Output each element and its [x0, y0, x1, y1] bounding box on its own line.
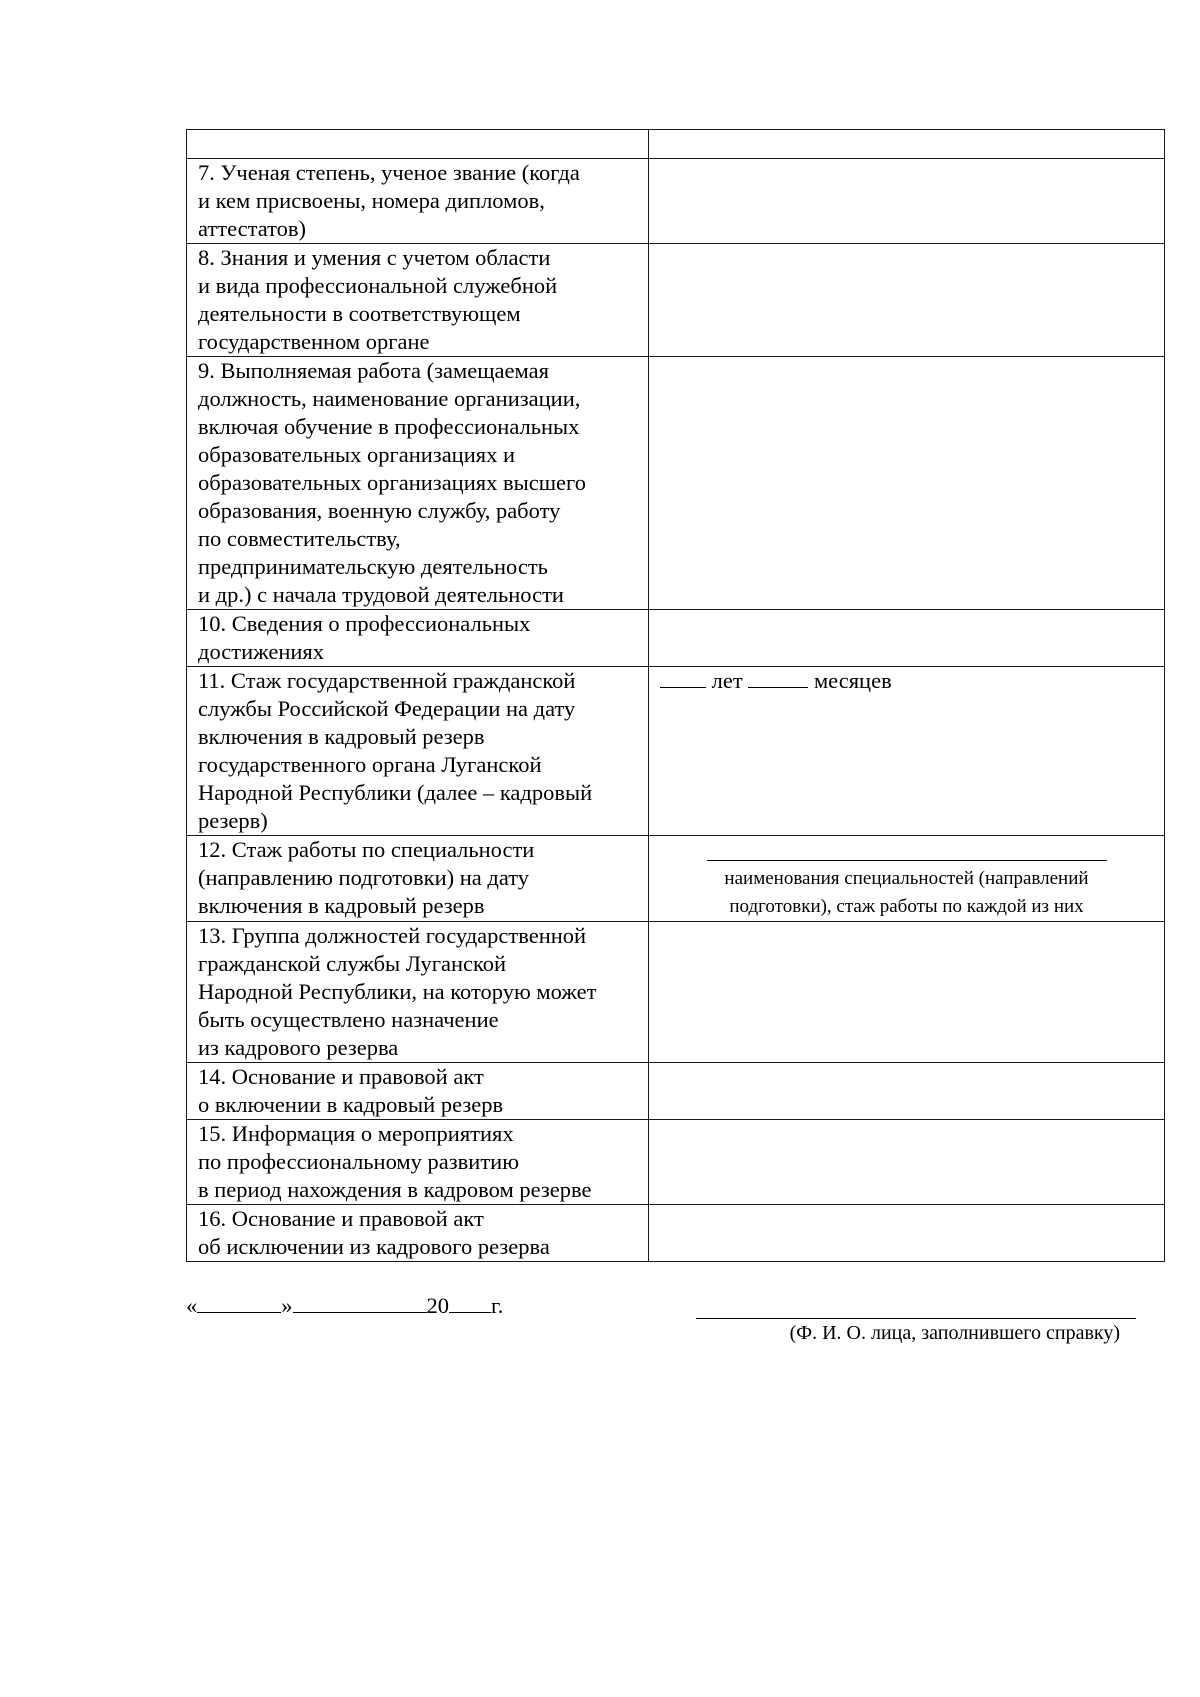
label-line: 8. Знания и умения с учетом области — [198, 245, 551, 270]
label-line: быть осуществлено назначение — [198, 1007, 499, 1032]
table-row-9 — [187, 357, 1165, 610]
label-line: службы Российской Федерации на дату — [198, 696, 576, 721]
row-7-value-field[interactable] — [649, 159, 1165, 244]
personnel-reserve-form-table — [186, 129, 1165, 1262]
row-13-value-field[interactable] — [649, 922, 1165, 1063]
table-row-13 — [187, 922, 1165, 1063]
table-row — [187, 130, 1165, 159]
label-line: 16. Основание и правовой акт — [198, 1206, 484, 1231]
row-13-label — [187, 922, 649, 1063]
years-blank[interactable] — [660, 667, 706, 688]
row-15-label — [187, 1120, 649, 1205]
label-line: 7. Ученая степень, ученое звание (когда — [198, 160, 580, 185]
label-line: должность, наименование организации, — [198, 386, 581, 411]
day-blank[interactable] — [197, 1290, 281, 1313]
signature-line[interactable] — [696, 1290, 1136, 1319]
label-line: аттестатов) — [198, 216, 307, 241]
row-10-label — [187, 610, 649, 667]
signature-field — [696, 1290, 1136, 1347]
month-blank[interactable] — [293, 1290, 427, 1313]
open-quote: « — [186, 1293, 198, 1318]
label-line: деятельности в соответствующем — [198, 301, 521, 326]
months-label: месяцев — [813, 668, 892, 693]
label-line: Народной Республики, на которую может — [198, 979, 597, 1004]
form-footer — [186, 1290, 1164, 1370]
row-8-label — [187, 244, 649, 357]
table-row-11 — [187, 667, 1165, 836]
row-15-value-field[interactable] — [649, 1120, 1165, 1205]
label-line: включения в кадровый резерв — [198, 724, 485, 749]
label-line: и кем присвоены, номера дипломов, — [198, 188, 545, 213]
label-line: 12. Стаж работы по специальности — [198, 837, 535, 862]
label-line: и др.) с начала трудовой деятельности — [198, 582, 564, 607]
label-line: в период нахождения в кадровом резерве — [198, 1177, 592, 1202]
signature-caption: (Ф. И. О. лица, заполнившего справку) — [789, 1322, 1120, 1344]
label-line: включения в кадровый резерв — [198, 893, 485, 918]
row-16-label — [187, 1205, 649, 1262]
label-line: гражданской службы Луганской — [198, 951, 507, 976]
months-blank[interactable] — [748, 667, 808, 688]
label-line: о включении в кадровый резерв — [198, 1092, 504, 1117]
table-row-14 — [187, 1063, 1165, 1120]
label-line: 11. Стаж государственной гражданской — [198, 668, 576, 693]
label-line: резерв) — [198, 808, 268, 833]
empty-value-cell[interactable] — [649, 130, 1165, 159]
table-row-7 — [187, 159, 1165, 244]
row-7-label — [187, 159, 649, 244]
years-label: лет — [711, 668, 743, 693]
table-row-16 — [187, 1205, 1165, 1262]
label-line: образовательных организациях высшего — [198, 470, 586, 495]
table-row-12 — [187, 836, 1165, 922]
label-line: Народной Республики (далее – кадровый — [198, 780, 593, 805]
row-11-label — [187, 667, 649, 836]
label-line: государственном органе — [198, 329, 430, 354]
table-row-10 — [187, 610, 1165, 667]
close-quote: » — [281, 1293, 293, 1318]
label-line: по совместительству, — [198, 526, 401, 551]
label-line: включая обучение в профессиональных — [198, 414, 580, 439]
year-blank[interactable] — [449, 1290, 491, 1313]
date-field — [186, 1290, 503, 1320]
caption-line: подготовки), стаж работы по каждой из них — [729, 896, 1084, 917]
label-line: образования, военную службу, работу — [198, 498, 561, 523]
row-14-label — [187, 1063, 649, 1120]
row-10-value-field[interactable] — [649, 610, 1165, 667]
label-line: (направлению подготовки) на дату — [198, 865, 530, 890]
label-line: 10. Сведения о профессиональных — [198, 611, 531, 636]
label-line: об исключении из кадрового резерва — [198, 1234, 550, 1259]
empty-label-cell — [187, 130, 649, 159]
specialty-caption — [649, 865, 1164, 921]
row-8-value-field[interactable] — [649, 244, 1165, 357]
specialty-blank-line[interactable] — [707, 860, 1107, 861]
label-line: образовательных организациях и — [198, 442, 516, 467]
year-suffix: г. — [491, 1293, 504, 1318]
label-line: по профессиональному развитию — [198, 1149, 520, 1174]
row-11-value-cell — [649, 667, 1165, 836]
table-row-15 — [187, 1120, 1165, 1205]
service-length-line — [660, 667, 1158, 695]
row-12-value-cell — [649, 836, 1165, 922]
label-line: 13. Группа должностей государственной — [198, 923, 587, 948]
caption-line: наименования специальностей (направлений — [724, 868, 1089, 889]
row-9-label — [187, 357, 649, 610]
row-16-value-field[interactable] — [649, 1205, 1165, 1262]
row-9-value-field[interactable] — [649, 357, 1165, 610]
row-14-value-field[interactable] — [649, 1063, 1165, 1120]
year-prefix: 20 — [426, 1293, 449, 1318]
label-line: государственного органа Луганской — [198, 752, 542, 777]
label-line: 15. Информация о мероприятиях — [198, 1121, 514, 1146]
label-line: 14. Основание и правовой акт — [198, 1064, 484, 1089]
label-line: и вида профессиональной служебной — [198, 273, 558, 298]
label-line: из кадрового резерва — [198, 1035, 399, 1060]
label-line: 9. Выполняемая работа (замещаемая — [198, 358, 549, 383]
table-row-8 — [187, 244, 1165, 357]
label-line: предпринимательскую деятельность — [198, 554, 548, 579]
label-line: достижениях — [198, 639, 325, 664]
row-12-label — [187, 836, 649, 922]
